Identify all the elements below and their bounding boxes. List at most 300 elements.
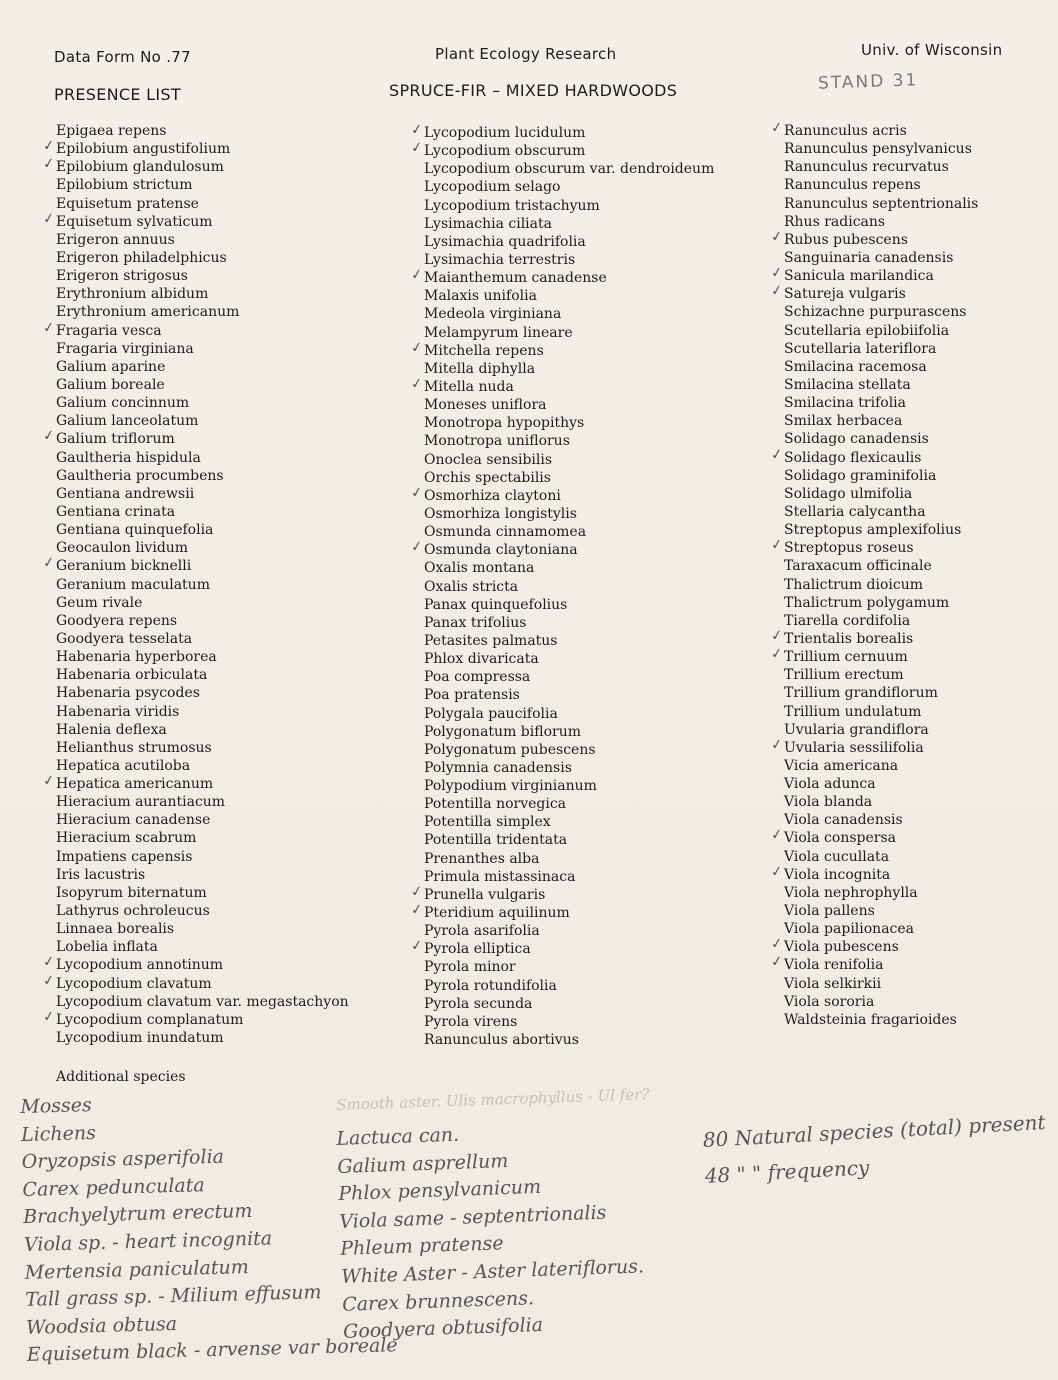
species-item: [409, 538, 714, 559]
species-item: [784, 666, 978, 684]
species-name: Schizachne purpurascens: [784, 304, 967, 321]
handwritten-species: Mosses: [20, 1094, 92, 1118]
species-name: Helianthus strumosus: [56, 739, 212, 756]
species-name: Hieracium scabrum: [56, 830, 197, 847]
species-name: Thalictrum dioicum: [784, 576, 924, 593]
species-name: Gaultheria hispidula: [56, 449, 201, 466]
species-name: Viola canadensis: [784, 812, 903, 829]
species-item: [769, 645, 978, 666]
species-item: [424, 469, 714, 487]
species-name: Galium boreale: [56, 376, 165, 393]
species-name: Lycopodium tristachyum: [424, 197, 600, 214]
handwritten-species: Viola same - septentrionalis: [338, 1201, 607, 1233]
species-name: Prunella vulgaris: [424, 886, 546, 903]
species-item: [424, 578, 714, 596]
species-item: [56, 539, 349, 557]
handwritten-species: Goodyera obtusifolia: [342, 1314, 544, 1344]
species-item: [769, 282, 978, 303]
species-item: [56, 721, 349, 739]
species-item: [424, 868, 714, 886]
species-name: Lycopodium inundatum: [56, 1030, 224, 1047]
species-name: Mitella diphylla: [424, 360, 536, 377]
species-item: [784, 467, 978, 485]
species-item: [424, 650, 714, 668]
species-name: Fragaria virginiana: [56, 340, 194, 357]
species-item: [784, 684, 978, 702]
species-name: Satureja vulgaris: [784, 286, 906, 303]
species-item: [784, 757, 978, 775]
species-item: [784, 503, 978, 521]
species-name: Malaxis unifolia: [424, 288, 537, 305]
species-item: [424, 723, 714, 741]
species-name: Erythronium albidum: [56, 286, 209, 303]
species-item: [56, 902, 349, 920]
check-mark-icon: ✓: [41, 1008, 56, 1026]
species-name: Galium aparine: [56, 358, 166, 375]
species-name: Equisetum pratense: [56, 195, 199, 212]
species-item: [424, 705, 714, 723]
species-item: [784, 993, 978, 1011]
species-item: [56, 467, 349, 485]
species-name: Geranium maculatum: [56, 576, 210, 593]
species-item: [424, 505, 714, 523]
species-item: [769, 119, 978, 140]
species-name: Trillium undulatum: [784, 703, 922, 720]
species-name: Osmunda claytoniana: [424, 542, 578, 559]
species-name: Ranunculus abortivus: [424, 1032, 579, 1049]
check-mark-icon: ✓: [409, 883, 424, 901]
species-name: Solidago canadensis: [784, 431, 929, 448]
species-name: Galium triflorum: [56, 431, 175, 448]
species-item: [56, 303, 349, 321]
species-item: [424, 596, 714, 614]
species-item: [424, 686, 714, 704]
species-item: [424, 160, 714, 178]
species-item: [784, 213, 978, 231]
faint-handwritten-note: Smooth aster. Ulis macrophyllus - Ul fer?: [336, 1085, 650, 1114]
species-name: Lobelia inflata: [56, 939, 158, 956]
species-item: [424, 414, 714, 432]
species-item: [41, 427, 349, 448]
species-column-1: [41, 122, 349, 1047]
form-number: Data Form No .77: [54, 48, 191, 66]
species-name: Equisetum sylvaticum: [56, 213, 213, 230]
check-mark-icon: ✓: [41, 554, 56, 573]
species-name: Lycopodium obscurum: [424, 143, 586, 160]
species-item: [41, 1008, 349, 1029]
species-item: [56, 122, 349, 140]
species-name: Potentilla simplex: [424, 814, 551, 831]
species-item: [41, 971, 349, 993]
species-item: [784, 612, 978, 630]
species-name: Trillium cernuum: [784, 649, 908, 666]
species-item: [56, 938, 349, 956]
check-mark-icon: ✓: [409, 901, 424, 919]
species-item: [56, 340, 349, 358]
species-name: Viola conspersa: [784, 830, 896, 847]
species-item: [56, 793, 349, 811]
species-name: Poa pratensis: [424, 687, 520, 704]
species-name: Monotropa hypopithys: [424, 415, 585, 432]
check-mark-icon: ✓: [41, 953, 56, 972]
check-mark-icon: ✓: [769, 282, 784, 301]
species-item: [784, 412, 978, 430]
species-name: Polymnia canadensis: [424, 759, 572, 776]
species-name: Uvularia sessilifolia: [784, 739, 924, 756]
species-item: [56, 376, 349, 394]
check-mark-icon: ✓: [769, 935, 784, 954]
species-item: [784, 557, 978, 575]
species-item: [56, 176, 349, 194]
list-title: PRESENCE LIST: [54, 85, 181, 104]
species-name: Lathyrus ochroleucus: [56, 903, 210, 920]
species-name: Osmorhiza claytoni: [424, 487, 561, 504]
species-item: [784, 430, 978, 448]
species-name: Halenia deflexa: [56, 721, 167, 738]
species-item: [784, 811, 978, 829]
species-name: Erigeron annuus: [56, 231, 175, 248]
species-name: Epigaea repens: [56, 123, 167, 139]
species-name: Viola pallens: [784, 903, 875, 920]
species-item: [424, 197, 714, 215]
species-name: Polypodium virginianum: [424, 778, 597, 795]
species-name: Epilobium strictum: [56, 177, 193, 194]
species-item: [784, 975, 978, 993]
species-name: Melampyrum lineare: [424, 324, 573, 341]
species-item: [784, 176, 978, 194]
species-name: Smilax herbacea: [784, 413, 903, 430]
species-name: Oxalis montana: [424, 560, 535, 577]
species-item: [56, 648, 349, 666]
species-name: Petasites palmatus: [424, 632, 558, 649]
species-name: Moneses uniflora: [424, 397, 547, 414]
species-name: Trillium erectum: [784, 667, 904, 684]
species-item: [424, 831, 714, 849]
species-name: Pyrola minor: [424, 959, 516, 976]
species-name: Pyrola secunda: [424, 995, 533, 1012]
species-name: Sanguinaria canadensis: [784, 249, 954, 266]
species-item: [424, 1031, 714, 1049]
species-item: [56, 666, 349, 684]
species-name: Lysimachia terrestris: [424, 251, 576, 268]
species-item: [56, 630, 349, 648]
species-item: [41, 953, 349, 974]
species-item: [424, 559, 714, 577]
species-item: [424, 741, 714, 759]
species-item: [784, 340, 978, 358]
species-name: Viola selkirkii: [784, 975, 882, 992]
species-name: Pyrola elliptica: [424, 941, 531, 958]
species-name: Trillium grandiflorum: [784, 685, 938, 702]
species-name: Epilobium angustifolium: [56, 141, 231, 158]
handwritten-note-line: 80 Natural species (total) present: [702, 1110, 1047, 1152]
species-name: Viola adunca: [784, 776, 876, 793]
check-mark-icon: ✓: [41, 209, 56, 228]
species-name: Medeola virginiana: [424, 306, 562, 323]
species-item: [784, 884, 978, 902]
species-item: [424, 668, 714, 686]
species-item: [56, 866, 349, 884]
species-name: Polygonatum pubescens: [424, 741, 596, 758]
species-name: Lycopodium lucidulum: [424, 125, 586, 141]
species-name: Lycopodium complanatum: [56, 1011, 244, 1028]
species-name: Gentiana crinata: [56, 503, 176, 520]
species-item: [56, 358, 349, 376]
species-name: Potentilla tridentata: [424, 832, 568, 849]
species-item: [424, 977, 714, 995]
species-item: [56, 231, 349, 249]
species-item: [409, 266, 714, 287]
species-name: Rhus radicans: [784, 213, 886, 230]
species-name: Polygala paucifolia: [424, 705, 558, 722]
species-name: Stellaria calycantha: [784, 503, 926, 520]
species-name: Geocaulon lividum: [56, 540, 189, 557]
species-item: [41, 137, 349, 158]
species-name: Lysimachia quadrifolia: [424, 233, 586, 250]
species-name: Habenaria viridis: [56, 703, 180, 720]
handwritten-species: White Aster - Aster lateriflorus.: [340, 1255, 645, 1288]
handwritten-species: Viola sp. - heart incognita: [23, 1227, 273, 1256]
species-item: [56, 195, 349, 213]
check-mark-icon: ✓: [769, 826, 784, 845]
species-item: [424, 360, 714, 378]
organization-title: Plant Ecology Research: [435, 45, 617, 63]
species-name: Pyrola asarifolia: [424, 923, 540, 940]
species-name: Prenanthes alba: [424, 850, 540, 867]
species-name: Smilacina trifolia: [784, 395, 907, 412]
species-item: [784, 1011, 978, 1029]
check-mark-icon: ✓: [409, 121, 424, 139]
species-item: [409, 937, 714, 958]
species-item: [424, 759, 714, 777]
species-item: [424, 178, 714, 196]
species-item: [41, 318, 349, 340]
species-name: Ranunculus septentrionalis: [784, 195, 979, 212]
check-mark-icon: ✓: [769, 264, 784, 282]
species-name: Pyrola rotundifolia: [424, 977, 557, 994]
species-item: [56, 1029, 349, 1047]
species-item: [424, 251, 714, 269]
species-name: Potentilla norvegica: [424, 796, 567, 813]
species-name: Onoclea sensibilis: [424, 451, 553, 468]
species-item: [56, 612, 349, 630]
species-item: [56, 703, 349, 721]
handwritten-species: Lichens: [20, 1121, 97, 1146]
species-name: Mitella nuda: [424, 378, 514, 395]
species-name: Vicia americana: [784, 757, 899, 774]
species-item: [424, 922, 714, 940]
species-item: [56, 757, 349, 775]
species-name: Pyrola virens: [424, 1013, 518, 1030]
species-item: [784, 848, 978, 866]
species-name: Rubus pubescens: [784, 231, 908, 248]
species-item: [424, 632, 714, 650]
species-name: Ranunculus recurvatus: [784, 159, 949, 176]
check-mark-icon: ✓: [41, 772, 56, 790]
species-item: [424, 795, 714, 813]
species-item: [409, 901, 714, 922]
check-mark-icon: ✓: [409, 375, 424, 393]
species-item: [56, 503, 349, 521]
species-item: [784, 303, 978, 321]
species-column-2: [409, 121, 715, 1049]
species-name: Habenaria psycodes: [56, 685, 200, 702]
species-item: [784, 703, 978, 721]
species-item: [424, 958, 714, 976]
species-name: Solidago flexicaulis: [784, 449, 922, 466]
species-name: Erythronium americanum: [56, 304, 240, 321]
species-name: Hepatica americanum: [56, 776, 214, 793]
species-item: [769, 228, 978, 249]
species-name: Thalictrum polygamum: [784, 594, 950, 611]
species-name: Iris lacustris: [56, 866, 146, 883]
species-item: [769, 627, 978, 648]
species-name: Lycopodium selago: [424, 179, 561, 196]
species-name: Viola blanda: [784, 794, 873, 811]
check-mark-icon: ✓: [769, 953, 784, 972]
species-item: [56, 739, 349, 757]
species-item: [769, 826, 978, 847]
handwritten-species: Carex brunnescens.: [341, 1286, 535, 1316]
species-name: Smilacina racemosa: [784, 358, 927, 375]
handwritten-summary-note: [702, 1104, 1048, 1194]
species-name: Erigeron strigosus: [56, 268, 188, 285]
species-name: Ranunculus acris: [784, 123, 907, 139]
species-name: Polygonatum biflorum: [424, 723, 581, 740]
species-name: Viola pubescens: [784, 939, 899, 956]
species-name: Lycopodium annotinum: [56, 957, 224, 974]
species-item: [56, 267, 349, 285]
species-item: [784, 902, 978, 920]
species-name: Poa compressa: [424, 669, 531, 686]
species-item: [56, 829, 349, 847]
species-item: [424, 215, 714, 233]
check-mark-icon: ✓: [409, 937, 424, 956]
species-item: [784, 358, 978, 376]
species-item: [41, 554, 349, 575]
species-name: Solidago ulmifolia: [784, 485, 913, 502]
species-name: Viola nephrophylla: [784, 884, 918, 901]
species-item: [784, 322, 978, 340]
species-name: Lysimachia ciliata: [424, 215, 552, 232]
species-item: [784, 376, 978, 394]
species-item: [424, 523, 714, 541]
species-name: Waldsteinia fragarioides: [784, 1011, 957, 1028]
check-mark-icon: ✓: [409, 484, 424, 502]
species-item: [424, 432, 714, 450]
species-item: [769, 863, 978, 884]
species-item: [769, 736, 978, 757]
species-item: [784, 140, 978, 158]
species-name: Hieracium aurantiacum: [56, 794, 226, 811]
species-name: Lycopodium clavatum: [56, 975, 212, 992]
species-name: Orchis spectabilis: [424, 469, 551, 486]
handwritten-species: Phleum pratense: [339, 1232, 504, 1261]
species-name: Ranunculus pensylvanicus: [784, 141, 972, 158]
species-item: [784, 721, 978, 739]
species-item: [409, 338, 714, 360]
check-mark-icon: ✓: [409, 266, 424, 284]
species-name: Scutellaria epilobiifolia: [784, 322, 950, 339]
species-item: [409, 375, 714, 396]
species-name: Oxalis stricta: [424, 578, 519, 595]
species-name: Ranunculus repens: [784, 177, 921, 194]
species-item: [56, 594, 349, 612]
species-name: Goodyera tesselata: [56, 630, 193, 647]
check-mark-icon: ✓: [769, 445, 784, 464]
species-name: Primula mistassinaca: [424, 868, 576, 885]
species-name: Gentiana andrewsii: [56, 485, 195, 502]
species-name: Hepatica acutiloba: [56, 757, 191, 774]
species-name: Trientalis borealis: [784, 630, 914, 647]
check-mark-icon: ✓: [41, 155, 56, 174]
species-item: [769, 264, 978, 285]
species-name: Streptopus amplexifolius: [784, 522, 962, 539]
species-item: [784, 158, 978, 176]
species-name: Geum rivale: [56, 594, 143, 611]
species-item: [769, 935, 978, 956]
species-item: [41, 772, 349, 793]
species-column-3: [769, 119, 979, 1029]
species-item: [424, 614, 714, 632]
species-item: [409, 139, 714, 160]
stand-label: STAND 31: [817, 70, 919, 94]
species-item: [784, 195, 978, 213]
species-item: [56, 993, 349, 1011]
species-name: Viola renifolia: [784, 957, 884, 974]
check-mark-icon: ✓: [769, 228, 784, 246]
handwritten-species-middle: [336, 1115, 646, 1346]
species-item: [409, 484, 714, 505]
check-mark-icon: ✓: [409, 338, 424, 357]
species-name: Osmunda cinnamomea: [424, 524, 587, 541]
check-mark-icon: ✓: [41, 318, 56, 337]
species-name: Epilobium glandulosum: [56, 159, 224, 176]
species-name: Monotropa uniflorus: [424, 433, 570, 450]
species-item: [56, 576, 349, 594]
species-item: [41, 155, 349, 176]
species-item: [56, 920, 349, 938]
community-title: SPRUCE-FIR – MIXED HARDWOODS: [389, 81, 678, 100]
check-mark-icon: ✓: [41, 427, 56, 446]
species-item: [424, 396, 714, 414]
species-name: Smilacina stellata: [784, 376, 911, 393]
species-name: Lycopodium clavatum var. megastachyon: [56, 993, 349, 1010]
handwritten-species: Oryzopsis asperifolia: [21, 1145, 225, 1174]
species-item: [56, 485, 349, 503]
check-mark-icon: ✓: [769, 536, 784, 554]
check-mark-icon: ✓: [769, 863, 784, 881]
species-name: Linnaea borealis: [56, 921, 175, 938]
species-item: [784, 920, 978, 938]
species-item: [41, 209, 349, 231]
species-name: Viola papilionacea: [784, 921, 915, 938]
species-name: Streptopus roseus: [784, 540, 914, 557]
species-item: [424, 324, 714, 342]
species-name: Habenaria orbiculata: [56, 667, 208, 684]
species-name: Lycopodium obscurum var. dendroideum: [424, 161, 715, 178]
species-name: Phlox divaricata: [424, 651, 539, 668]
handwritten-species: Equisetum black - arvense var boreale: [26, 1334, 398, 1367]
species-name: Uvularia grandiflora: [784, 721, 929, 738]
species-item: [56, 412, 349, 430]
species-name: Isopyrum biternatum: [56, 884, 207, 901]
species-name: Pteridium aquilinum: [424, 905, 570, 922]
species-name: Galium lanceolatum: [56, 413, 199, 430]
university-name: Univ. of Wisconsin: [861, 41, 1003, 59]
species-item: [424, 233, 714, 251]
check-mark-icon: ✓: [41, 971, 56, 990]
